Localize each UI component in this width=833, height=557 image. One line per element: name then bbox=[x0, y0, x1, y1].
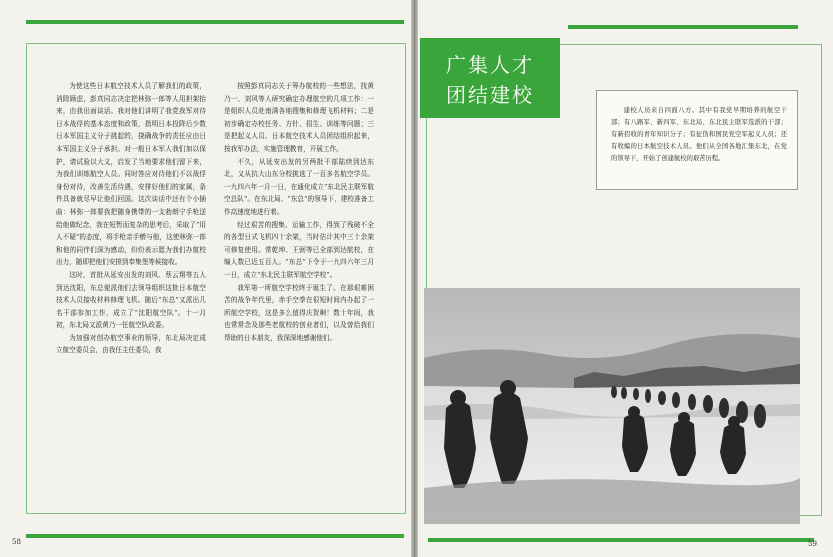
section-title bbox=[420, 38, 560, 118]
sidebar-box bbox=[596, 90, 798, 190]
historical-photo bbox=[424, 288, 800, 524]
bottom-rule bbox=[26, 534, 404, 538]
paragraph: 为使这些日本航空技术人员了解我们的政策，消除顾虑，彭真同志决定把林弥一郎等人用担架抬来，由我出面谈话。我对他们讲明了我党我军对待日本战俘的基本态度和政策，指明日本投降后少数日本军国主义分子挑起的，挠确战争的责任应由日本军国主义分子承担。对一般日本军人我们加以保护，请试验以大义，启发了当地要求他们留下来，为我们训练航空人员。同时答应对待他们不以战俘身份对待，改善生活待遇，安排好他们的家属，条件具备就尽早让他们回国。这次谈话中还有个小插曲：林弥一郎要我把随身携带的一支勃朗宁手枪送给他做纪念，我在短暂而复杂的思考后，采取了“用人不疑”的态度，将手枪亲手赠与他，这使林弥一郎和他的同伴们深为感动，纷纷表示愿为我们办航校出力，随即把他们安排到奉集堡等候接收。 bbox=[56, 82, 206, 267]
text-column-1 bbox=[56, 80, 206, 357]
paragraph: 为加强对创办航空事业的领导，东北局决定成立航空委员会，由我任主任委员，我 bbox=[56, 333, 206, 355]
title-line-1: 广集人才 bbox=[446, 53, 534, 77]
text-column-2 bbox=[224, 80, 374, 344]
paragraph: 不久，从延安出发的另两批干部陆续到达东北，又从抗大山东分校挑选了一百多名航空学员。一九四六年一月一日，在通化成立“东北民主联军航空总队”。在东北局、“东总”的领导下，建校准备工作高速度地进行着。 bbox=[224, 157, 374, 216]
left-page bbox=[0, 0, 412, 557]
title-line-2: 团结建校 bbox=[446, 83, 534, 107]
top-rule bbox=[568, 25, 798, 29]
paragraph: 我军第一所航空学校终于诞生了。在那艰难困苦的战争年代里，赤手空拳在很短时间内办起了一所航空学校，这是多么值得庆贺啊！数十年间，我也常常念及那些老航校的创业者们，以及曾给我们帮助的日本朋友，我深深地感谢他们。 bbox=[224, 283, 374, 342]
paragraph: 按照彭真同志关于筹办航校的一些想法，找黄乃一、刘风等人研究确定办理航空的几项工作：一是组织人员赴南满各地搜集和修理飞机材料；二是初步确定办校任务、方针、招生、训练等问题；三是把起义人员、日本航空技术人员团结组织起来，按我军办法，实施管理教育，开展工作。 bbox=[224, 82, 374, 153]
page-number: 59 bbox=[808, 540, 817, 548]
bottom-rule bbox=[428, 538, 814, 542]
paragraph: 这时，首批从延安出发的刘风、蔡云翔等五人到达沈阳，东总便派他们去领导组织这批日本航空技术人员接收材料修理飞机。随后“东总”又派出几名干部参加工作，成立了“沈阳航空队”。十一月初，东北局又派黄乃一任航空队政委。 bbox=[56, 270, 206, 330]
sidebar-text: 建校人员来自四面八方。其中有我党早期培养的航空干部；有八路军、新四军、东北局、东北民主联军选派的干部；有新招收的青年知识分子；有征伪和国民党空军起义人员；还有收编的日本航空技术人员。他们从全国各地汇集东北，在党的领导下，开始了创建航校的艰苦历程。 bbox=[611, 107, 787, 162]
top-rule bbox=[26, 20, 404, 24]
page-number: 58 bbox=[12, 538, 21, 546]
paragraph: 经过艰苦的搜集、运输工作，得到了残破不全的各型日式飞机四十余架，当时估计其中三十余架可修复使用。常乾坤、王弼等已全部到达航校，在编人数已近五百人。“东总”下令于一九四六年三月一日，成立“东北民主联军航空学校”。 bbox=[224, 220, 374, 279]
